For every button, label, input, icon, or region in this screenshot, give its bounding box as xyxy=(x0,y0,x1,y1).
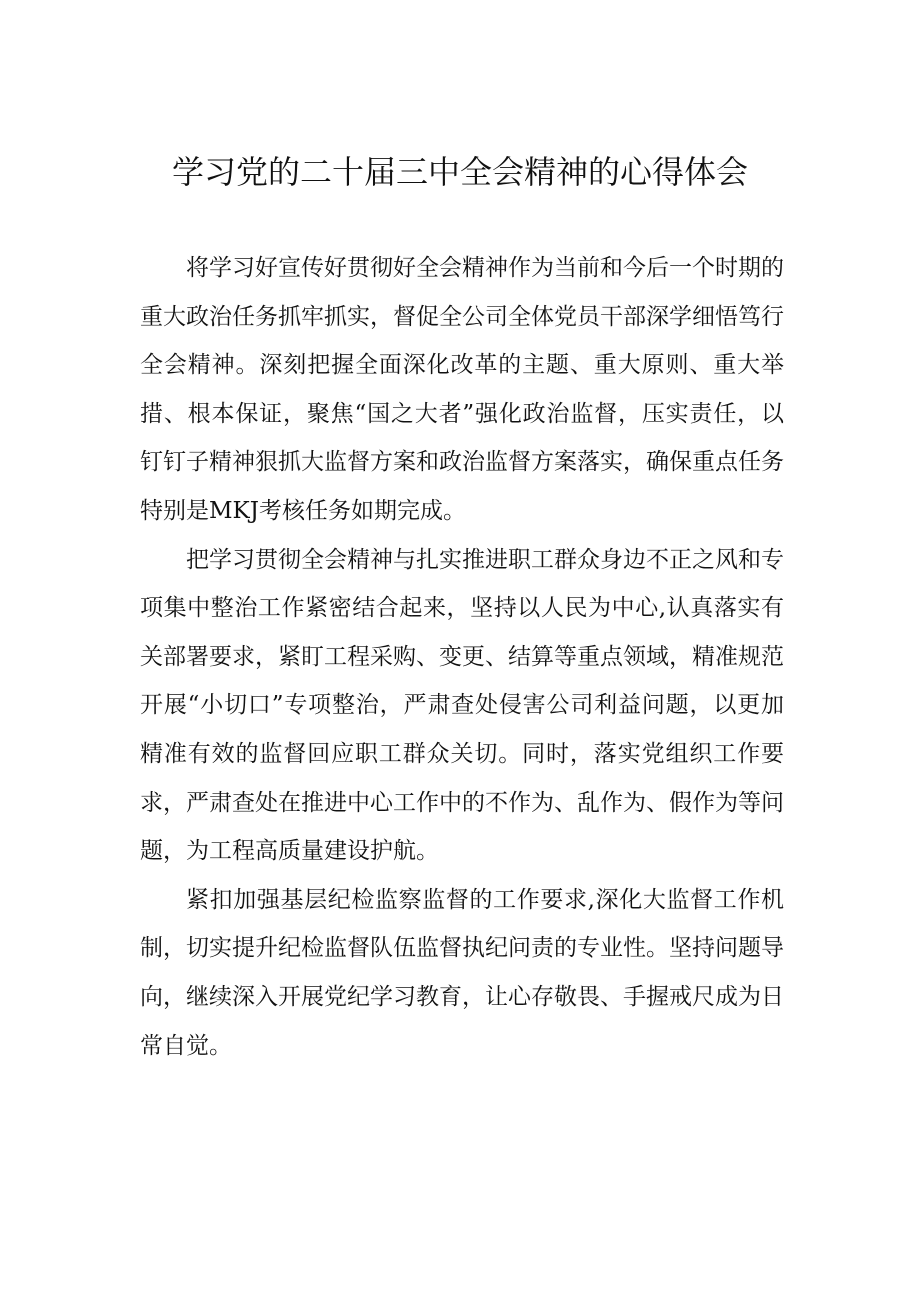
document-title: 学习党的二十届三中全会精神的心得体会 xyxy=(171,153,748,191)
paragraph-1: 将学习好宣传好贯彻好全会精神作为当前和今后一个时期的重大政治任务抓牢抓实，督促全公司全体党员干部深学细悟笃行全会精神。深刻把握全面深化改革的主题、重大原则、重大举措、根本保证，聚焦“国之大者”强化政治监督，压实责任，以钉钉子精神狠抓大监督方案和政治监督方案落实，确保重点任务特别是MKJ考核任务如期完成。 xyxy=(140,255,784,524)
document-body xyxy=(140,244,784,1070)
paragraph-2: 把学习贯彻全会精神与扎实推进职工群众身边不正之风和专项集中整治工作紧密结合起来，坚持以人民为中心,认真落实有关部署要求，紧盯工程采购、变更、结算等重点领域，精准规范开展“小切口”专项整治，严肃查处侵害公司利益问题，以更加精准有效的监督回应职工群众关切。同时，落实党组织工作要求，严肃查处在推进中心工作中的不作为、乱作为、假作为等问题，为工程高质量建设护航。 xyxy=(140,546,784,865)
paragraph-3: 紧扣加强基层纪检监察监督的工作要求,深化大监督工作机制，切实提升纪检监督队伍监督执纪问责的专业性。坚持问题导向，继续深入开展党纪学习教育，让心存敬畏、手握戒尺成为日常自觉。 xyxy=(140,886,784,1059)
